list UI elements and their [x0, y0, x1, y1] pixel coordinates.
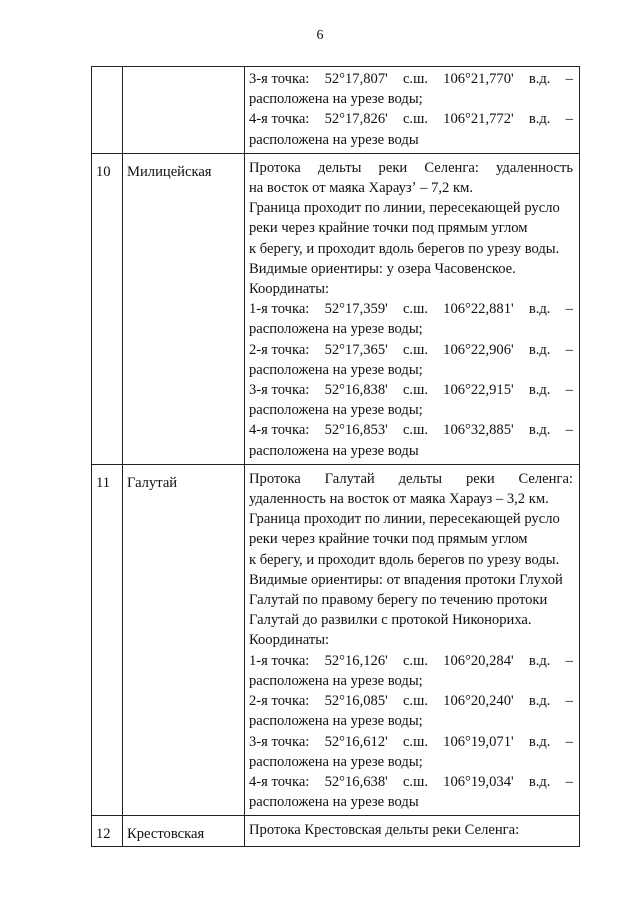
coordinate-lat-suffix: с.ш. [402, 301, 428, 318]
coordinate-lon: 106°22,915' [443, 382, 514, 399]
description-line: Координаты: [249, 281, 330, 298]
description-line: Протока Крестовская дельты реки Селенга: [249, 822, 520, 839]
description-line: к берегу, и проходит вдоль берегов по урезу воды. [249, 240, 560, 257]
row-number [92, 67, 122, 75]
coordinate-lon: 106°19,071' [443, 733, 514, 750]
coordinate-note: расположена на урезе воды; [249, 672, 423, 689]
row-description-cell [245, 464, 580, 815]
waterways-table [91, 66, 580, 847]
coordinate-line [249, 69, 573, 89]
coordinate-note: расположена на урезе воды; [249, 753, 423, 770]
description-line: Галутай по правому берегу по течению протоки [249, 592, 548, 609]
waterway-name: Галутай [127, 474, 178, 491]
waterway-name: Милицейская [127, 163, 212, 180]
coordinate-dash: – [565, 341, 573, 358]
row-number-cell [92, 816, 123, 847]
coordinate-note: расположена на урезе воды [249, 794, 419, 811]
coordinate-line [249, 772, 573, 792]
coordinate-lat: 52°17,807' [324, 71, 388, 87]
coordinate-line [249, 651, 573, 671]
coordinate-dash: – [565, 71, 573, 87]
coordinate-line [249, 340, 573, 360]
row-number: 11 [96, 474, 111, 491]
coordinate-lon-suffix: в.д. [528, 652, 551, 669]
coordinate-lon: 106°21,770' [443, 71, 514, 87]
coordinate-note: расположена на урезе воды [249, 131, 419, 148]
description-line: реки через крайние точки под прямым углом [249, 531, 528, 548]
coordinate-line [249, 109, 573, 129]
description-line: Галутай до развилки с протокой Никонориха. [249, 612, 532, 629]
coordinate-lon-suffix: в.д. [528, 733, 551, 750]
coordinate-lat: 52°16,085' [324, 693, 388, 710]
coordinate-lon-suffix: в.д. [528, 693, 551, 710]
coordinate-lat-suffix: с.ш. [402, 71, 428, 87]
coordinate-lat: 52°16,612' [324, 733, 388, 750]
coordinate-label: 2-я точка: [249, 341, 310, 358]
description-line: к берегу, и проходит вдоль берегов по урезу воды. [249, 551, 560, 568]
coordinate-lon-suffix: в.д. [528, 422, 551, 439]
coordinate-label: 2-я точка: [249, 693, 310, 710]
coordinate-lat-suffix: с.ш. [402, 652, 428, 669]
description-line: Видимые ориентиры: у озера Часовенское. [249, 260, 516, 277]
coordinate-line [249, 691, 573, 711]
row-number-cell [92, 67, 123, 154]
row-name-cell [123, 67, 245, 154]
row-name-cell [123, 816, 245, 847]
coordinate-lat-suffix: с.ш. [402, 422, 428, 439]
coordinate-label: 3-я точка: [249, 382, 310, 399]
row-name-cell [123, 464, 245, 815]
table-row [92, 67, 580, 154]
coordinate-lon: 106°20,240' [443, 693, 514, 710]
row-description-cell [245, 816, 580, 847]
coordinate-lon-suffix: в.д. [528, 71, 551, 87]
description [245, 816, 579, 843]
description-line: Координаты: [249, 632, 330, 649]
coordinate-label: 4-я точка: [249, 773, 310, 790]
coordinate-dash: – [565, 693, 573, 710]
coordinate-lon: 106°20,284' [443, 652, 514, 669]
coordinate-lon-suffix: в.д. [528, 301, 551, 318]
coordinate-dash: – [565, 733, 573, 750]
description [245, 465, 579, 815]
table-row [92, 816, 580, 847]
description-line: на восток от маяка Хараузʼ – 7,2 км. [249, 180, 473, 197]
table-row [92, 153, 580, 464]
coordinate-lat: 52°16,838' [324, 382, 388, 399]
coordinate-note: расположена на урезе воды; [249, 402, 423, 419]
row-name-cell [123, 153, 245, 464]
description-line: Граница проходит по линии, пересекающей русло [249, 200, 560, 217]
coordinate-lon: 106°22,881' [443, 301, 514, 318]
coordinate-lon-suffix: в.д. [528, 111, 551, 128]
coordinate-line [249, 732, 573, 752]
coordinate-dash: – [565, 382, 573, 399]
coordinate-note: расположена на урезе воды; [249, 713, 423, 730]
coordinate-lon-suffix: в.д. [528, 341, 551, 358]
coordinate-dash: – [565, 301, 573, 318]
coordinate-lon-suffix: в.д. [528, 382, 551, 399]
coordinate-dash: – [565, 773, 573, 790]
coordinate-label: 1-я точка: [249, 652, 310, 669]
row-number-cell [92, 153, 123, 464]
description-line: реки через крайние точки под прямым углом [249, 220, 528, 237]
coordinate-lon: 106°22,906' [443, 341, 514, 358]
page-number: 6 [316, 28, 324, 43]
coordinate-line [249, 299, 573, 319]
description [245, 67, 579, 153]
coordinate-note: расположена на урезе воды; [249, 91, 423, 108]
description-line: Протока Галутай дельты реки Селенга: [249, 470, 573, 487]
coordinate-lon: 106°32,885' [443, 422, 514, 439]
coordinate-lat-suffix: с.ш. [402, 111, 428, 128]
coordinate-lon: 106°19,034' [443, 773, 514, 790]
coordinate-label: 3-я точка: [249, 733, 310, 750]
coordinate-note: расположена на урезе воды; [249, 361, 423, 378]
row-number-cell [92, 464, 123, 815]
coordinate-note: расположена на урезе воды; [249, 321, 423, 338]
coordinate-label: 4-я точка: [249, 422, 310, 439]
description-line: Граница проходит по линии, пересекающей русло [249, 511, 560, 528]
row-description-cell [245, 67, 580, 154]
coordinate-label: 1-я точка: [249, 301, 310, 318]
coordinate-lat: 52°16,853' [324, 422, 388, 439]
coordinate-lat-suffix: с.ш. [402, 693, 428, 710]
coordinate-dash: – [565, 652, 573, 669]
coordinate-dash: – [565, 111, 573, 128]
waterway-name: Крестовская [127, 826, 205, 843]
table-row [92, 464, 580, 815]
coordinate-lat-suffix: с.ш. [402, 733, 428, 750]
coordinate-label: 3-я точка: [249, 71, 310, 87]
coordinate-lat-suffix: с.ш. [402, 341, 428, 358]
coordinate-lon: 106°21,772' [443, 111, 514, 128]
description [245, 154, 579, 464]
coordinate-lat: 52°17,359' [324, 301, 388, 318]
description-line: Видимые ориентиры: от впадения протоки Глухой [249, 571, 563, 588]
description-line: удаленность на восток от маяка Харауз – 3,2 км. [249, 491, 549, 508]
coordinate-label: 4-я точка: [249, 111, 310, 128]
coordinate-note: расположена на урезе воды [249, 442, 419, 459]
waterway-name [123, 67, 244, 75]
coordinate-line [249, 380, 573, 400]
coordinate-lat: 52°16,126' [324, 652, 388, 669]
coordinate-lat-suffix: с.ш. [402, 773, 428, 790]
coordinate-dash: – [565, 422, 573, 439]
coordinate-lat: 52°17,826' [324, 111, 388, 128]
coordinate-lat: 52°16,638' [324, 773, 388, 790]
description-line: Протока дельты реки Селенга: удаленность [249, 159, 573, 176]
row-number: 12 [96, 826, 111, 843]
coordinate-lat: 52°17,365' [324, 341, 388, 358]
coordinate-line [249, 420, 573, 440]
row-number: 10 [96, 163, 111, 180]
coordinate-lat-suffix: с.ш. [402, 382, 428, 399]
coordinate-lon-suffix: в.д. [528, 773, 551, 790]
row-description-cell [245, 153, 580, 464]
